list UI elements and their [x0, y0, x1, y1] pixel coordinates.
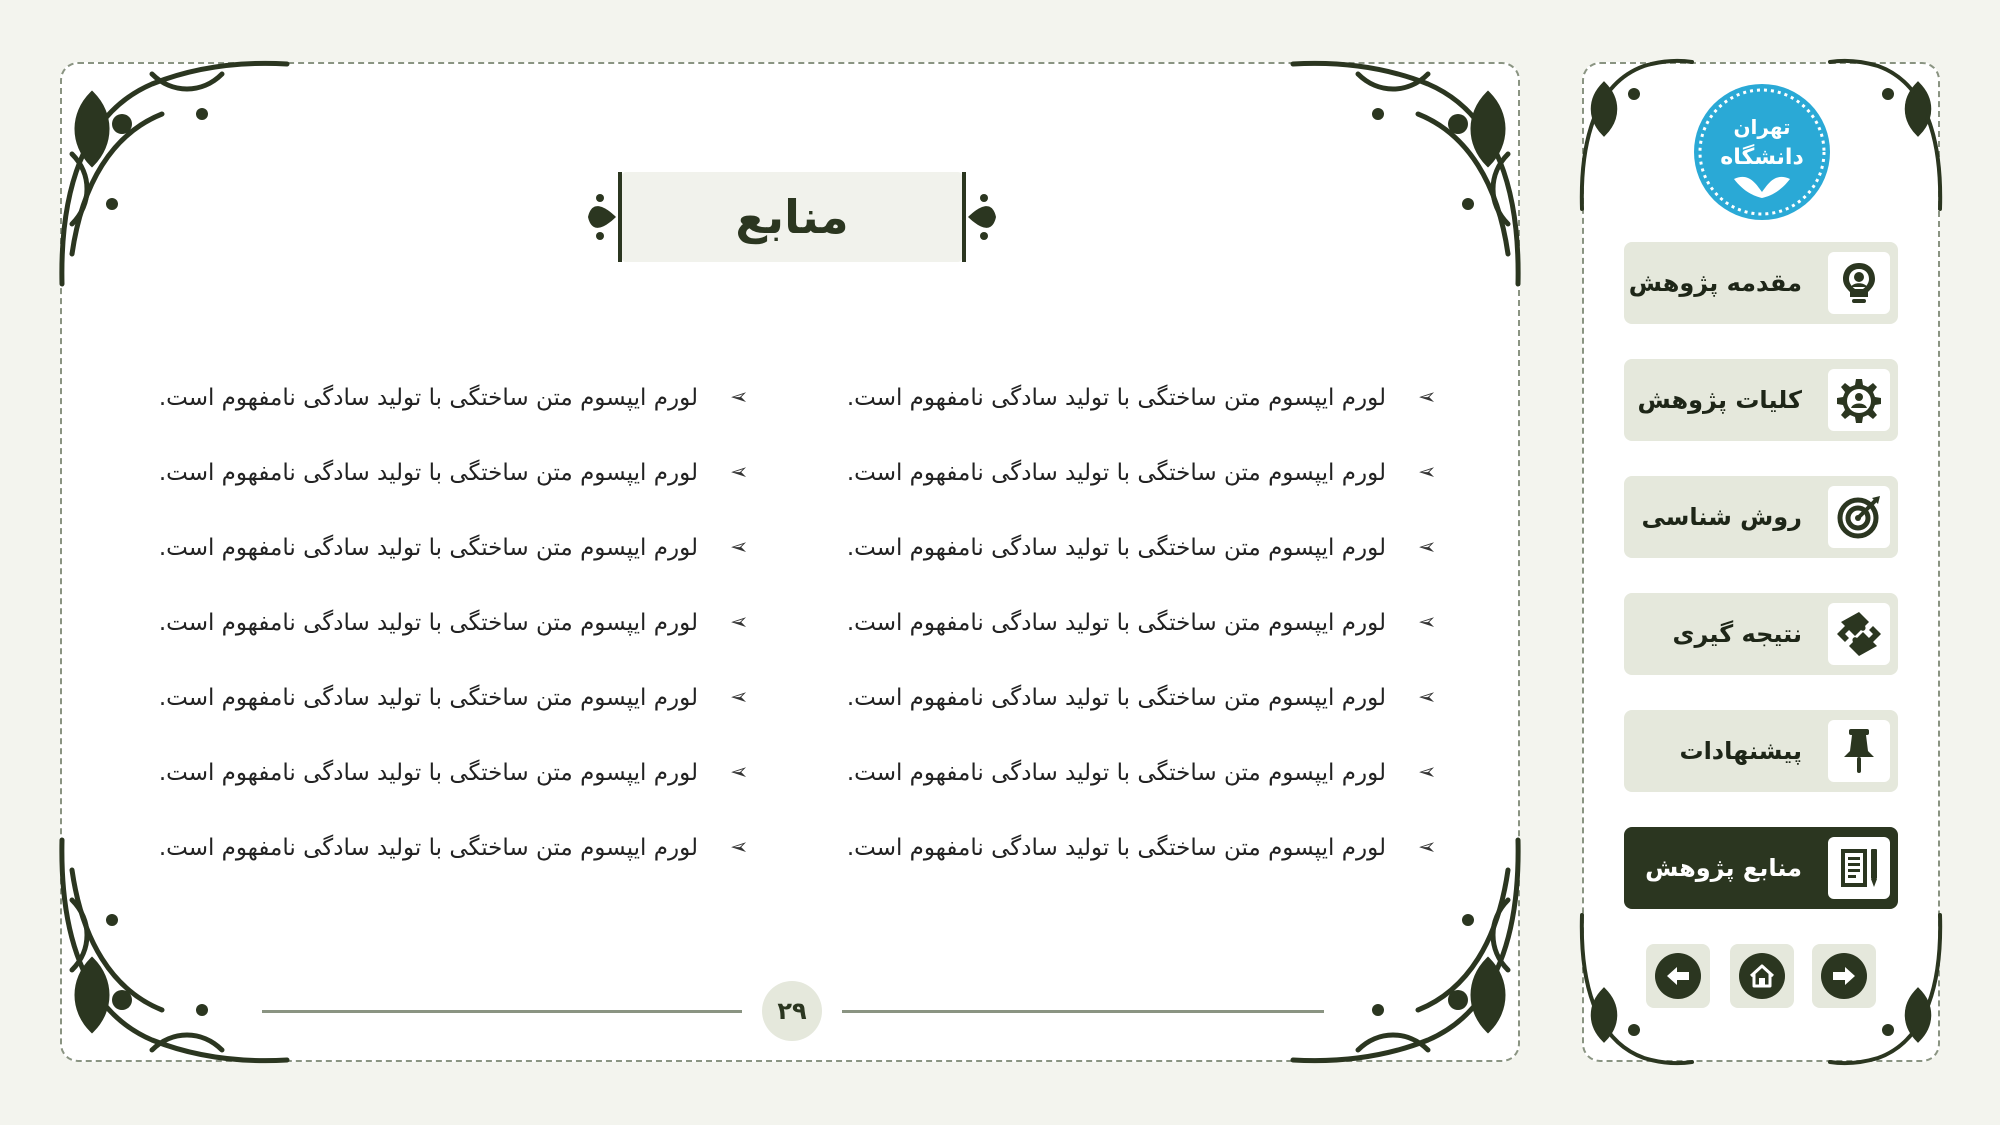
- arrow-bullet-icon: ➢: [1418, 460, 1437, 485]
- reference-text: لورم ایپسوم متن ساختگی با تولید سادگی نامفهوم است.: [158, 684, 698, 711]
- reference-item: [822, 585, 1442, 660]
- nav-label: نتیجه گیری: [1672, 620, 1802, 648]
- arrow-bullet-icon: ➢: [1418, 385, 1437, 410]
- ornament-corner-top-left-icon: [52, 54, 292, 294]
- university-logo-icon: [1694, 84, 1830, 220]
- arrow-bullet-icon: ➢: [730, 835, 749, 860]
- reference-item: [134, 660, 754, 735]
- reference-item: [134, 735, 754, 810]
- arrow-bullet-icon: ➢: [1418, 835, 1437, 860]
- arrow-bullet-icon: ➢: [730, 760, 749, 785]
- reference-text: لورم ایپسوم متن ساختگی با تولید سادگی نامفهوم است.: [846, 534, 1386, 561]
- reference-item: [822, 810, 1442, 885]
- back-button[interactable]: [1646, 944, 1710, 1008]
- reference-text: لورم ایپسوم متن ساختگی با تولید سادگی نامفهوم است.: [158, 759, 698, 786]
- reference-item: [822, 510, 1442, 585]
- page-number-badge: [762, 981, 822, 1041]
- ornament-corner-top-right-icon: [1288, 54, 1528, 294]
- reference-text: لورم ایپسوم متن ساختگی با تولید سادگی نامفهوم است.: [846, 834, 1386, 861]
- arrow-bullet-icon: ➢: [730, 385, 749, 410]
- reference-text: لورم ایپسوم متن ساختگی با تولید سادگی نامفهوم است.: [158, 534, 698, 561]
- nav-button-references[interactable]: [1624, 827, 1898, 909]
- reference-item: [822, 360, 1442, 435]
- page-divider-right: [842, 1010, 1324, 1013]
- home-button[interactable]: [1730, 944, 1794, 1008]
- arrow-bullet-icon: ➢: [730, 610, 749, 635]
- logo-text-line2: دانشگاه: [1720, 145, 1804, 170]
- reference-text: لورم ایپسوم متن ساختگی با تولید سادگی نامفهوم است.: [846, 684, 1386, 711]
- arrow-bullet-icon: ➢: [730, 535, 749, 560]
- arrow-left-icon: [1655, 953, 1701, 999]
- nav-label: مقدمه پژوهش: [1628, 269, 1802, 297]
- nav-button-overview[interactable]: [1624, 359, 1898, 441]
- logo-text-line1: تهران: [1733, 115, 1791, 139]
- reference-item: [134, 585, 754, 660]
- reference-text: لورم ایپسوم متن ساختگی با تولید سادگی نامفهوم است.: [158, 609, 698, 636]
- nav-label: کلیات پژوهش: [1637, 386, 1802, 414]
- target-icon: [1828, 486, 1890, 548]
- slide-title-box: [622, 172, 962, 262]
- nav-label: روش شناسی: [1641, 503, 1802, 531]
- reference-text: لورم ایپسوم متن ساختگی با تولید سادگی نامفهوم است.: [846, 459, 1386, 486]
- reference-item: [134, 810, 754, 885]
- slide-title: منابع: [735, 190, 849, 244]
- references-right-column: [822, 360, 1442, 885]
- page-number: ۲۹: [777, 997, 807, 1025]
- pin-icon: [1828, 720, 1890, 782]
- reference-item: [822, 660, 1442, 735]
- nav-button-methodology[interactable]: [1624, 476, 1898, 558]
- gear-person-icon: [1828, 369, 1890, 431]
- document-list-icon: [1828, 837, 1890, 899]
- arrow-right-icon: [1821, 953, 1867, 999]
- home-icon: [1739, 953, 1785, 999]
- reference-text: لورم ایپسوم متن ساختگی با تولید سادگی نامفهوم است.: [158, 459, 698, 486]
- reference-item: [134, 510, 754, 585]
- reference-text: لورم ایپسوم متن ساختگی با تولید سادگی نامفهوم است.: [846, 759, 1386, 786]
- reference-text: لورم ایپسوم متن ساختگی با تولید سادگی نامفهوم است.: [846, 384, 1386, 411]
- references-left-column: [134, 360, 754, 885]
- reference-item: [134, 435, 754, 510]
- ornament-sidebar-top-left-icon: [1574, 54, 1694, 214]
- nav-label: پیشنهادات: [1679, 737, 1802, 765]
- idea-head-icon: [1828, 252, 1890, 314]
- title-ornament-right-icon: [958, 168, 998, 266]
- reference-item: [822, 735, 1442, 810]
- title-ornament-left-icon: [586, 168, 626, 266]
- reference-text: لورم ایپسوم متن ساختگی با تولید سادگی نامفهوم است.: [158, 384, 698, 411]
- reference-text: لورم ایپسوم متن ساختگی با تولید سادگی نامفهوم است.: [846, 609, 1386, 636]
- arrow-bullet-icon: ➢: [730, 685, 749, 710]
- arrow-bullet-icon: ➢: [1418, 685, 1437, 710]
- reference-item: [134, 360, 754, 435]
- nav-label: منابع پژوهش: [1645, 854, 1802, 882]
- university-logo: [1694, 84, 1830, 220]
- next-button[interactable]: [1812, 944, 1876, 1008]
- page-divider-left: [262, 1010, 742, 1013]
- arrow-bullet-icon: ➢: [1418, 610, 1437, 635]
- arrow-bullet-icon: ➢: [730, 460, 749, 485]
- nav-button-conclusion[interactable]: [1624, 593, 1898, 675]
- reference-item: [822, 435, 1442, 510]
- nav-button-introduction[interactable]: [1624, 242, 1898, 324]
- arrow-bullet-icon: ➢: [1418, 535, 1437, 560]
- ornament-sidebar-top-right-icon: [1828, 54, 1948, 214]
- reference-text: لورم ایپسوم متن ساختگی با تولید سادگی نامفهوم است.: [158, 834, 698, 861]
- arrow-bullet-icon: ➢: [1418, 760, 1437, 785]
- nav-button-suggestions[interactable]: [1624, 710, 1898, 792]
- puzzle-icon: [1828, 603, 1890, 665]
